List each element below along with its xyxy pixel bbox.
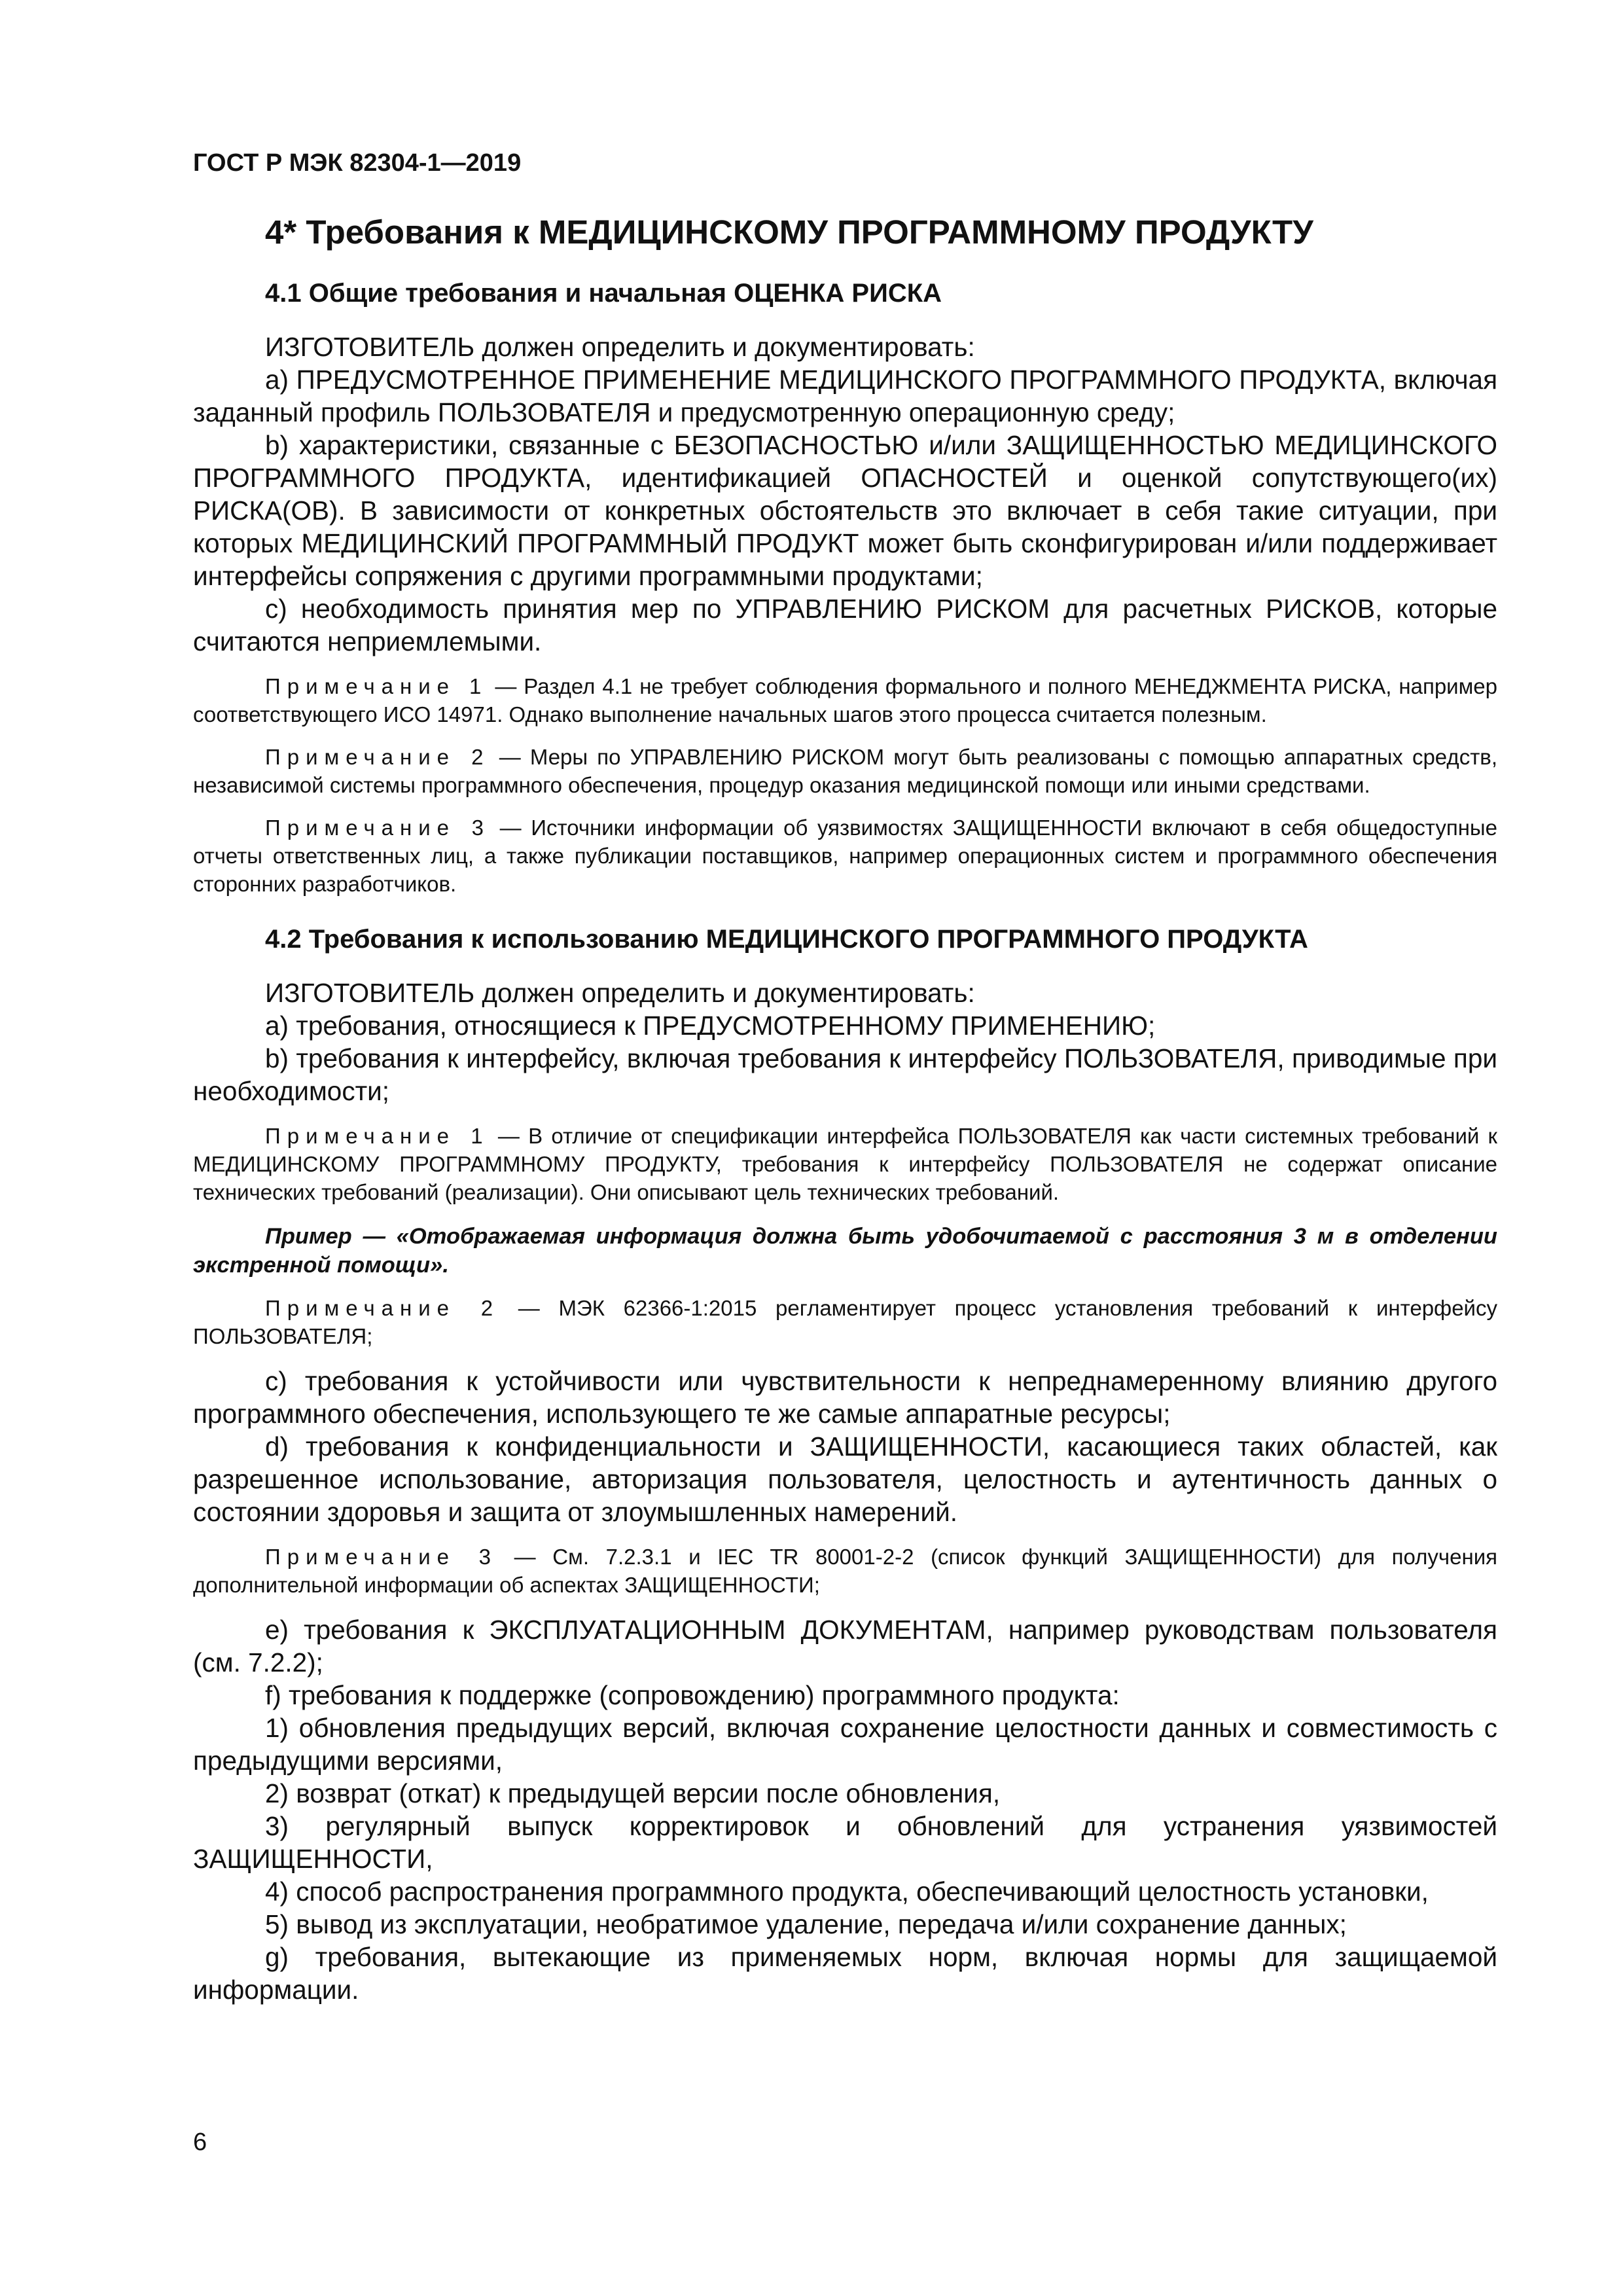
list-item-b: b) требования к интерфейсу, включая требования к интерфейсу ПОЛЬЗОВАТЕЛЯ, приводимые при необходимости;	[193, 1043, 1497, 1106]
note-label: Примечание 3	[265, 816, 490, 840]
document-code-header: ГОСТ Р МЭК 82304-1—2019	[193, 149, 522, 177]
note-label: Примечание 1	[265, 674, 488, 698]
document-body	[193, 213, 1497, 2006]
list-item-a: a) требования, относящиеся к ПРЕДУСМОТРЕННОМУ ПРИМЕНЕНИЮ;	[265, 1011, 1156, 1041]
note-text: — В отличие от спецификации интерфейса ПОЛЬЗОВАТЕЛЯ как части системных требований к МЕДИЦИНСКОМУ ПРОГРАММНОМУ ПРОДУКТУ, требования к интерфейсу ПОЛЬЗОВАТЕЛЯ не содержат описание технических требований (реализации). Они описывают цель технических требований.	[193, 1124, 1497, 1204]
note-text: — Меры по УПРАВЛЕНИЮ РИСКОМ могут быть реализованы с помощью аппаратных средств, независимой системы программного обеспечения, процедур оказания медицинской помощи или иными средствами.	[193, 745, 1498, 797]
list-item-b: b) характеристики, связанные с БЕЗОПАСНОСТЬЮ и/или ЗАЩИЩЕННОСТЬЮ МЕДИЦИНСКОГО ПРОГРАММНОГО ПРОДУКТА, идентификацией ОПАСНОСТЕЙ и оценкой сопутствующего(их) РИСКА(ОВ). В зависимости от конкретных обстоятельств это включает в себя такие ситуации, при которых МЕДИЦИНСКИЙ ПРОГРАММНЫЙ ПРОДУКТ может быть сконфигурирован и/или поддерживает интерфейсы сопряжения с другими программными продуктами;	[193, 430, 1497, 591]
list-subitem-1: 1) обновления предыдущих версий, включая сохранение целостности данных и совместимость с предыдущими версиями,	[193, 1713, 1497, 1776]
note-label: Примечание 3	[265, 1545, 498, 1569]
note-1	[193, 672, 1497, 728]
note-text: — См. 7.2.3.1 и IEC TR 80001-2-2 (список функций ЗАЩИЩЕННОСТИ) для получения дополнительной информации об аспектах ЗАЩИЩЕННОСТИ;	[193, 1545, 1498, 1597]
list-subitem-5: 5) вывод из эксплуатации, необратимое удаление, передача и/или сохранение данных;	[265, 1909, 1347, 1939]
paragraph-intro: ИЗГОТОВИТЕЛЬ должен определить и документировать:	[265, 332, 975, 362]
note-label: Примечание 1	[265, 1124, 490, 1148]
note-label: Примечание 2	[265, 1296, 500, 1320]
note-text: — МЭК 62366-1:2015 регламентирует процесс установления требований к интерфейсу ПОЛЬЗОВАТЕЛЯ;	[193, 1296, 1497, 1348]
list-item-c: c) необходимость принятия мер по УПРАВЛЕНИЮ РИСКОМ для расчетных РИСКОВ, которые считаются неприемлемыми.	[193, 594, 1497, 656]
subsection-title-4-2: 4.2 Требования к использованию МЕДИЦИНСКОГО ПРОГРАММНОГО ПРОДУКТА	[265, 925, 1308, 954]
list-item-d: d) требования к конфиденциальности и ЗАЩИЩЕННОСТИ, касающиеся таких областей, как разрешенное использование, авторизация пользователя, целостность и аутентичность данных о состоянии здоровья и защита от злоумышленных намерений.	[193, 1431, 1497, 1527]
note-3	[193, 814, 1497, 898]
example-text: Пример — «Отображаемая информация должна быть удобочитаемой с расстояния 3 м в отделении экстренной помощи».	[193, 1224, 1497, 1278]
note-3	[193, 1543, 1497, 1599]
paragraph-intro: ИЗГОТОВИТЕЛЬ должен определить и документировать:	[265, 978, 975, 1008]
note-text: — Раздел 4.1 не требует соблюдения формального и полного МЕНЕДЖМЕНТА РИСКА, например соответствующего ИСО 14971. Однако выполнение начальных шагов этого процесса считается полезным.	[193, 674, 1497, 726]
list-item-c: c) требования к устойчивости или чувствительности к непреднамеренному влиянию другого программного обеспечения, использующего те же самые аппаратные ресурсы;	[193, 1366, 1497, 1429]
list-item-g: g) требования, вытекающие из применяемых норм, включая нормы для защищаемой информации.	[193, 1942, 1497, 2005]
list-item-f: f) требования к поддержке (сопровождению) программного продукта:	[265, 1680, 1120, 1710]
subsection-title-4-1: 4.1 Общие требования и начальная ОЦЕНКА РИСКА	[265, 279, 942, 308]
list-subitem-2: 2) возврат (откат) к предыдущей версии после обновления,	[265, 1778, 1001, 1808]
list-subitem-4: 4) способ распространения программного продукта, обеспечивающий целостность установки,	[265, 1876, 1429, 1907]
note-1	[193, 1122, 1497, 1206]
note-2	[193, 743, 1497, 799]
note-label: Примечание 2	[265, 745, 490, 769]
list-subitem-3: 3) регулярный выпуск корректировок и обновлений для устранения уязвимостей ЗАЩИЩЕННОСТИ,	[193, 1811, 1497, 1874]
list-item-e: e) требования к ЭКСПЛУАТАЦИОННЫМ ДОКУМЕНТАМ, например руководствам пользователя (см. 7.2.2);	[193, 1615, 1497, 1677]
section-title: 4* Требования к МЕДИЦИНСКОМУ ПРОГРАММНОМУ ПРОДУКТУ	[265, 213, 1313, 251]
page-number: 6	[193, 2128, 207, 2156]
note-text: — Источники информации об уязвимостях ЗАЩИЩЕННОСТИ включают в себя общедоступные отчеты ответственных лиц, а также публикации поставщиков, например операционных систем и программного обеспечения сторонних разработчиков.	[193, 816, 1497, 896]
note-2	[193, 1294, 1497, 1350]
list-item-a: a) ПРЕДУСМОТРЕННОЕ ПРИМЕНЕНИЕ МЕДИЦИНСКОГО ПРОГРАММНОГО ПРОДУКТА, включая заданный профиль ПОЛЬЗОВАТЕЛЯ и предусмотренную операционную среду;	[193, 365, 1497, 427]
